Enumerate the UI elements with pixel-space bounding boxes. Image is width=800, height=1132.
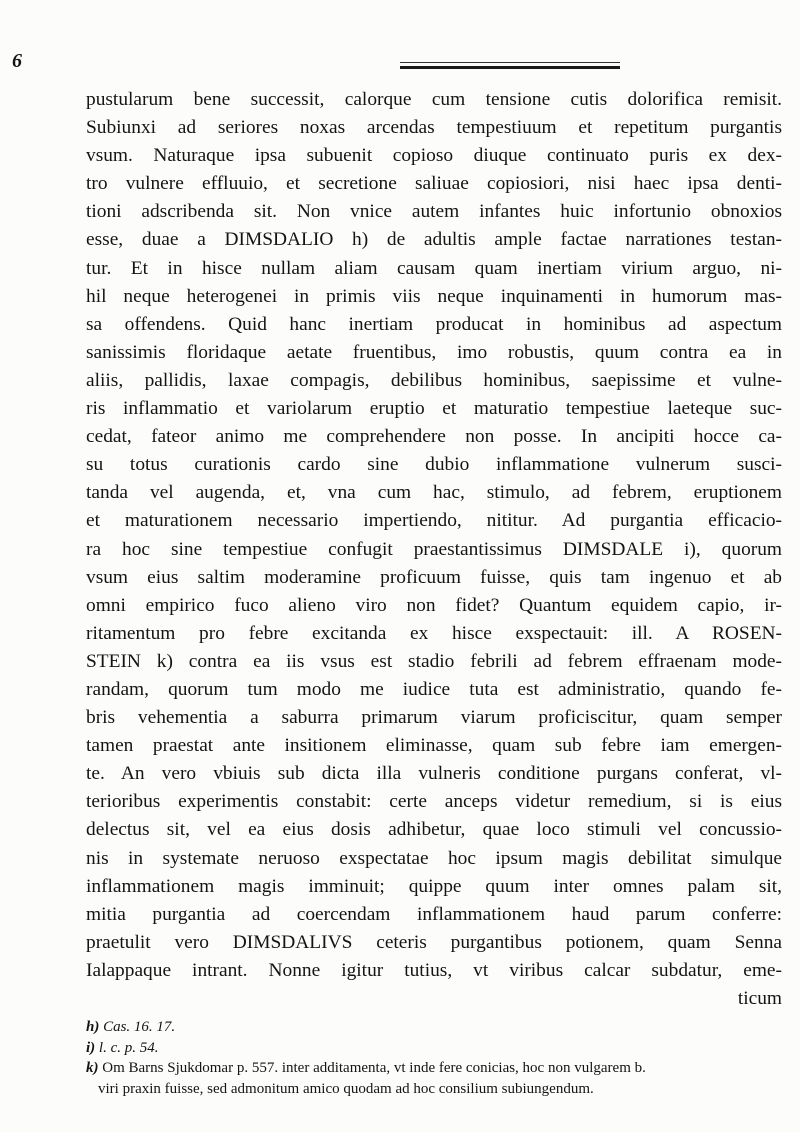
footnote-text: l. c. p. 54. <box>98 1039 159 1056</box>
text-line: tanda vel augenda, et, vna cum hac, stimulo, ad febrem, eruptionem <box>86 482 782 504</box>
page-number: 6 <box>12 50 22 72</box>
footnote-text: viri praxin fuisse, sed admonitum amico quodam ad hoc consilium subiungendum. <box>98 1080 594 1097</box>
text-line: tioni adscribenda sit. Non vnice autem infantes huic infortunio obnoxios <box>86 201 782 223</box>
body-text <box>86 86 782 1013</box>
footnote-k-continued <box>86 1079 782 1100</box>
text-line: ris inflammatio et variolarum eruptio et maturatio tempestiue laeteque suc- <box>86 398 782 420</box>
text-line: delectus sit, vel ea eius dosis adhibetur, quae loco stimuli vel concussio- <box>86 819 782 841</box>
text-line: nis in systemate neruoso exspectatae hoc ipsum magis debilitat simulque <box>86 847 782 869</box>
text-line: omni empirico fuco alieno viro non fidet? Quantum equidem capio, ir- <box>86 594 782 616</box>
text-line: randam, quorum tum modo me iudice tuta est administratio, quando fe- <box>86 678 782 700</box>
catchword: ticum <box>737 988 782 1009</box>
text-line: su totus curationis cardo sine dubio inflammatione vulnerum susci- <box>86 454 782 476</box>
text-line: inflammationem magis imminuit; quippe quum inter omnes palam sit, <box>86 875 782 897</box>
text-line: STEIN k) contra ea iis vsus est stadio febrili ad febrem effraenam mode- <box>86 650 782 672</box>
text-line: cedat, fateor animo me comprehendere non posse. In ancipiti hocce ca- <box>86 426 782 448</box>
text-line: vsum. Naturaque ipsa subuenit copioso diuque continuato puris ex dex- <box>86 145 782 167</box>
text-line: mitia purgantia ad coercendam inflammationem haud parum conferre: <box>86 903 782 925</box>
footnote-k <box>86 1058 782 1079</box>
footnote-text: Cas. 16. 17. <box>103 1019 176 1035</box>
footnotes <box>86 1017 782 1099</box>
text-line: sa offendens. Quid hanc inertiam producat in hominibus ad aspectum <box>86 313 782 335</box>
footnote-h <box>86 1017 782 1038</box>
text-line: Subiunxi ad seriores noxas arcendas tempestiuum et repetitum purgantis <box>86 117 782 139</box>
text-line: hil neque heterogenei in primis viis neque inquinamenti in humorum mas- <box>86 285 782 307</box>
footnote-mark: i) <box>86 1039 96 1056</box>
text-line: aliis, pallidis, laxae compagis, debilibus hominibus, saepissime et vulne- <box>86 369 782 391</box>
footnote-mark: k) <box>86 1060 99 1076</box>
footnote-mark: h) <box>86 1019 100 1035</box>
text-line: terioribus experimentis constabit: certe anceps videtur remedium, si is eius <box>86 791 782 813</box>
text-line: Ialappaque intrant. Nonne igitur tutius, vt viribus calcar subdatur, eme- <box>86 959 782 981</box>
text-line: et maturationem necessario impertiendo, nititur. Ad purgantia efficacio- <box>86 510 782 532</box>
text-line: bris vehementia a saburra primarum viarum proficiscitur, quam semper <box>86 707 782 729</box>
text-line: ra hoc sine tempestiue confugit praestantissimus DIMSDALE i), quorum <box>86 538 782 560</box>
footnote-text: Om Barns Sjukdomar p. 557. inter additamenta, vt inde fere conicias, hoc non vulgarem b. <box>102 1060 646 1076</box>
text-line: esse, duae a DIMSDALIO h) de adultis ample factae narrationes testan- <box>86 229 782 251</box>
text-line: vsum eius saltim moderamine proficuum fuisse, quis tam ingenuo et ab <box>86 566 782 588</box>
text-line: tro vulnere effluuio, et secretione saliuae copiosiori, nisi haec ipsa denti- <box>86 173 782 195</box>
text-line: sanissimis floridaque aetate fruentibus, imo robustis, quum contra ea in <box>86 341 782 363</box>
text-line: pustularum bene successit, calorque cum tensione cutis dolorifica remisit. <box>86 89 782 110</box>
text-line: ritamentum pro febre excitanda ex hisce exspectauit: ill. A ROSEN- <box>86 622 782 644</box>
text-line: praetulit vero DIMSDALIVS ceteris purgantibus potionem, quam Senna <box>86 931 782 953</box>
text-line: tur. Et in hisce nullam aliam causam quam inertiam virium arguo, ni- <box>86 257 782 279</box>
text-line: tamen praestat ante insitionem eliminasse, quam sub febre iam emergen- <box>86 735 782 757</box>
header-ornament-rule <box>400 66 620 69</box>
footnote-i <box>86 1038 782 1059</box>
text-line: te. An vero vbiuis sub dicta illa vulneris conditione purgans conferat, vl- <box>86 763 782 785</box>
